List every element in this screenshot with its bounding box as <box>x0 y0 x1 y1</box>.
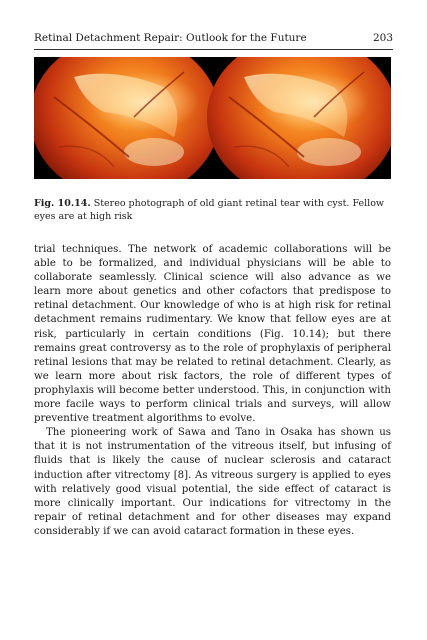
page-number: 203 <box>372 32 393 44</box>
figure-caption <box>34 197 391 223</box>
fundus-image-pair <box>34 57 391 179</box>
stereo-fundus-photograph <box>34 57 391 179</box>
right-fundus-image <box>204 57 391 179</box>
paragraph: The pioneering work of Sawa and Tano in Osaka has shown us that it is not instrumentation of the vitreous itself, but infusing of fluids that is likely the cause of nuclear sclerosis and cataract induction after vitrectomy [8]. As vitreous surgery is applied to eyes with relatively good visual potential, the side effect of cataract is more clinically important. Our indications for vitrectomy in the repair of retinal detachment and for other diseases may expand considerably if we can avoid cataract formation in these eyes. <box>34 427 391 537</box>
running-title: Retinal Detachment Repair: Outlook for the Future <box>34 32 307 44</box>
figure-label: Fig. 10.14. <box>34 198 91 209</box>
body-text <box>34 243 391 539</box>
header-rule <box>34 49 393 50</box>
left-fundus-image <box>34 57 224 179</box>
paragraph: trial techniques. The network of academic collaborations will be able to be formalized, and individual physicians will be able to collaborate seamlessly. Clinical science will also advance as we learn more about genetics and other cofactors that predispose to retinal detachment. Our knowledge of who is at high risk for retinal detachment remains rudimentary. We know that fellow eyes are at risk, particularly in certain conditions (Fig. 10.14); but there remains great controversy as to the role of prophylaxis of peripheral retinal lesions that may be related to retinal detachment. Clearly, as we learn more about risk factors, the role of different types of prophylaxis will become better understood. This, in conjunction with more facile ways to perform clinical trials and surveys, will allow preventive treatment algorithms to evolve. <box>34 244 391 425</box>
figure-caption-text: Stereo photograph of old giant retinal tear with cyst. Fellow eyes are at high risk <box>34 198 385 222</box>
running-header <box>34 30 393 46</box>
